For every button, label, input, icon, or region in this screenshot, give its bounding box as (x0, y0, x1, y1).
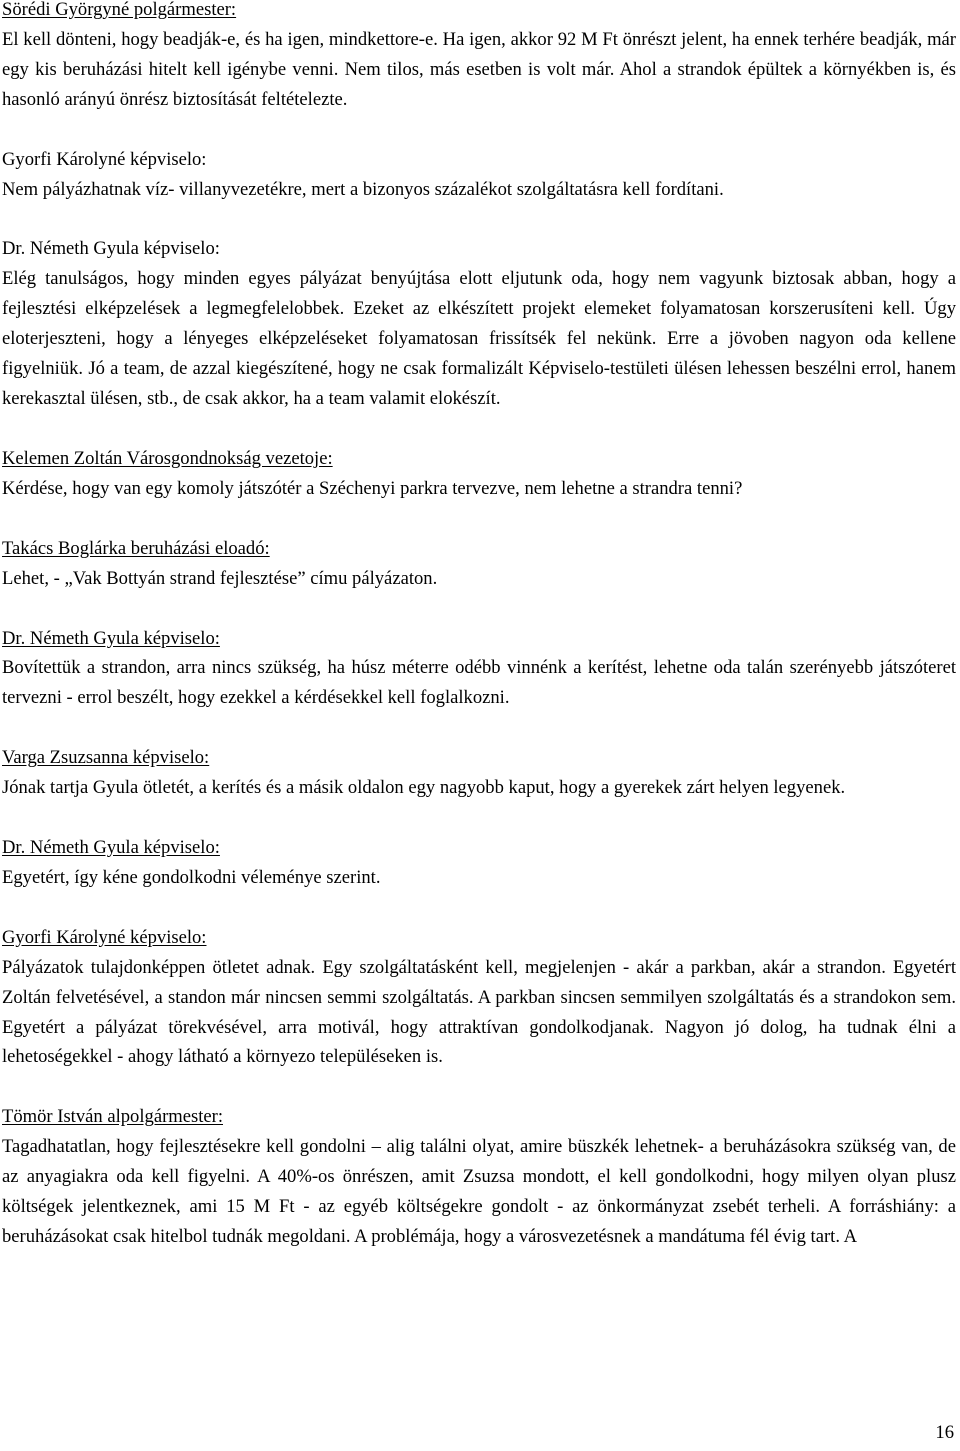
speaker-name: Varga Zsuzsanna képviselo: (2, 747, 210, 769)
speech-text: Tagadhatatlan, hogy fejlesztésekre kell gondolni – alig találni olyat, amire büszkék lehetnek- a beruházásokra szükség van, de az anyagiakra oda kell figyelni. A 40%-os önrészen, amit Zsuzsa mondott, el kell gondolkodni, hogy milyen olyan plusz költségek jelentkeznek, ami 15 M Ft - az egyéb költségekre gondolt - az önkormányzat zsebét terheli. A forráshiány: a beruházásokat csak hitelbol tudnák megoldani. A problémája, hogy a városvezetésnek a mandátuma fél évig tart. A (2, 1136, 956, 1247)
speaker-name: Sörédi Györgyné polgármester: (2, 0, 237, 20)
speaker-name: Gyorfi Károlyné képviselo: (2, 926, 207, 948)
speech-text: Jónak tartja Gyula ötletét, a kerítés és a másik oldalon egy nagyobb kaput, hogy a gyerekek zárt helyen legyenek. (2, 777, 846, 799)
speech-block (2, 624, 956, 714)
speaker-name: Dr. Németh Gyula képviselo: (2, 238, 220, 260)
speech-text: Egyetért, így kéne gondolkodni véleménye szerint. (2, 866, 381, 888)
speech-text: Pályázatok tulajdonképpen ötletet adnak. Egy szolgáltatásként kell, megjelenjen - akár a parkban, akár a strandon. Egyetért Zoltán felvetésével, a standon már nincsen semmi szolgáltatás. A parkban sincsen semmilyen szolgáltatás és a strandokon sem. Egyetért a pályázat törekvésével, arra motivál, hogy attraktívan gondolkodjanak. Nagyon jó dolog, ha tudnak élni a lehetoségekkel - ahogy látható a környezo településeken is. (2, 956, 956, 1068)
speech-block (2, 444, 956, 504)
speaker-name: Takács Boglárka beruházási eloadó: (2, 537, 270, 559)
speech-text: Bovítettük a strandon, arra nincs szükség, ha húsz méterre odébb vinnénk a kerítést, lehetne oda talán szerényebb játszóteret tervezni - errol beszélt, hogy ezekkel a kérdésekkel kell foglalkozni. (2, 657, 956, 709)
speech-block (2, 0, 956, 115)
page-number: 16 (935, 1422, 954, 1443)
speech-block (2, 923, 956, 1073)
speech-block (2, 1102, 956, 1252)
speech-block (2, 833, 956, 893)
speech-block (2, 145, 956, 205)
speech-text: El kell dönteni, hogy beadják-e, és ha igen, mindkettore-e. Ha igen, akkor 92 M Ft önrészt jelent, ha ennek terhére beadják, már egy kis beruházási hitelt kell igénybe venni. Nem tilos, más esetben is volt már. Ahol a strandok épültek a környékben is, és hasonló arányú önrész biztosítását feltételezte. (2, 28, 956, 110)
speaker-name: Dr. Németh Gyula képviselo: (2, 837, 220, 859)
speech-text: Kérdése, hogy van egy komoly játszótér a Széchenyi parkra tervezve, nem lehetne a strandra tenni? (2, 477, 743, 499)
speech-text: Nem pályázhatnak víz- villanyvezetékre, mert a bizonyos százalékot szolgáltatásra kell fordítani. (2, 178, 724, 200)
speech-text: Elég tanulságos, hogy minden egyes pályázat benyújtása elott eljutunk oda, hogy nem vagyunk biztosak abban, hogy a fejlesztési elképzelések a legmegfelelobbek. Ezeket az elkészített projekt elemeket folyamatosan korszerusíteni kell. Úgy eloterjeszteni, hogy a lényeges elképzeléseket folyamatosan frissítsék fel nekünk. Erre a jövoben nagyon oda kellene figyelniük. Jó a team, de azzal kiegészítené, hogy ne csak formalizált Képviselo-testületi ülésen lehessen beszélni errol, hanem kerekasztal ülésen, stb., de csak akkor, ha a team valamit elokészít. (2, 268, 956, 409)
document-body (2, 0, 956, 1282)
speaker-name: Kelemen Zoltán Városgondnokság vezetoje: (2, 447, 333, 469)
speaker-name: Tömör István alpolgármester: (2, 1106, 223, 1128)
speech-block (2, 234, 956, 413)
speech-block (2, 743, 956, 803)
speech-block (2, 534, 956, 594)
speech-text: Lehet, - „Vak Bottyán strand fejlesztése” címu pályázaton. (2, 567, 438, 589)
speaker-name: Gyorfi Károlyné képviselo: (2, 148, 207, 170)
speaker-name: Dr. Németh Gyula képviselo: (2, 627, 220, 649)
